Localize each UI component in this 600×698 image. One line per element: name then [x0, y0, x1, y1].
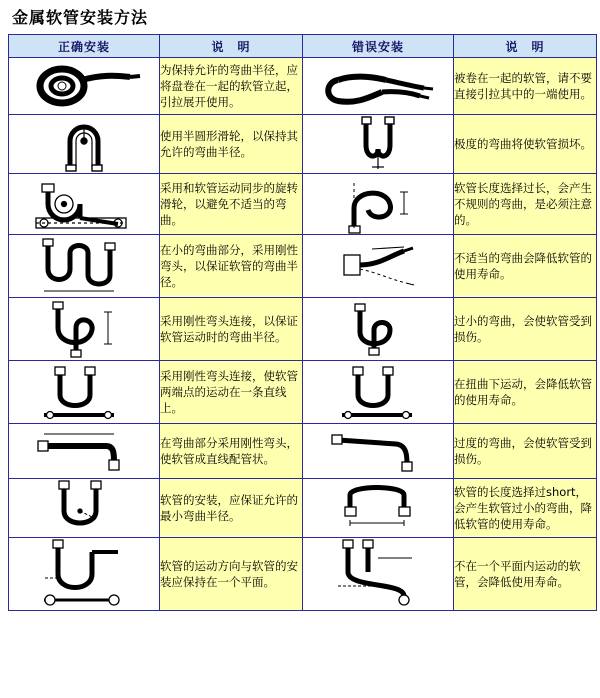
rigid-bend-small-radius-correct-icon	[9, 235, 159, 297]
correct-desc-cell: 在小的弯曲部分，采用刚性弯头，以保证软管的弯曲半径。	[160, 235, 303, 298]
wrong-desc-cell: 软管长度选择过长，会产生不规则的弯曲，是必须注意的。	[454, 174, 597, 235]
correct-figure-cell	[9, 58, 160, 115]
synchronized-rotating-pulley-correct-icon	[9, 174, 159, 234]
table-row	[9, 174, 597, 235]
correct-desc-cell: 为保持允许的弯曲半径，应将盘卷在一起的软管立起，引拉展开使用。	[160, 58, 303, 115]
wrong-desc-cell: 过小的弯曲，会使软管受到损伤。	[454, 298, 597, 361]
correct-figure-cell	[9, 298, 160, 361]
wrong-desc-cell: 不在一个平面内运动的软管，会降低使用寿命。	[454, 538, 597, 611]
table-row	[9, 58, 597, 115]
twisting-motion-wrong-icon	[303, 361, 453, 423]
coiled-hose-standing-correct-icon	[9, 58, 159, 114]
wrong-figure-cell	[303, 115, 454, 174]
table-header	[9, 35, 597, 58]
table-row	[9, 235, 597, 298]
wrong-figure-cell	[303, 424, 454, 479]
too-long-hose-wrong-icon	[303, 174, 453, 234]
correct-desc-cell: 软管的运动方向与软管的安装应保持在一个平面。	[160, 538, 303, 611]
table-row	[9, 361, 597, 424]
correct-desc-cell: 软管的安装，应保证允许的最小弯曲半径。	[160, 479, 303, 538]
wrong-figure-cell	[303, 174, 454, 235]
correct-figure-cell	[9, 174, 160, 235]
wrong-figure-cell	[303, 58, 454, 115]
too-small-bend-wrong-icon	[303, 298, 453, 360]
header-correct-image: 正确安装	[9, 35, 160, 58]
excessive-bend-wrong-icon	[303, 424, 453, 478]
header-wrong-image: 错误安装	[303, 35, 454, 58]
wrong-figure-cell	[303, 538, 454, 611]
out-of-plane-motion-wrong-icon	[303, 538, 453, 610]
header-row	[9, 35, 597, 58]
wrong-figure-cell	[303, 298, 454, 361]
correct-figure-cell	[9, 538, 160, 611]
too-long-length-wrong-icon	[303, 479, 453, 537]
improper-bend-wrong-icon	[303, 235, 453, 297]
table-row	[9, 538, 597, 611]
installation-methods-table	[8, 34, 597, 611]
table-body	[9, 58, 597, 611]
table-row	[9, 424, 597, 479]
wrong-desc-cell: 极度的弯曲将使软管损坏。	[454, 115, 597, 174]
page-title: 金属软管安装方法	[12, 8, 149, 27]
table-row	[9, 115, 597, 174]
header-wrong-desc: 说 明	[454, 35, 597, 58]
correct-desc-cell: 采用刚性弯头连接，使软管两端点的运动在一条直线上。	[160, 361, 303, 424]
correct-figure-cell	[9, 235, 160, 298]
correct-desc-cell: 在弯曲部分采用刚性弯头，使软管成直线配管状。	[160, 424, 303, 479]
wrong-figure-cell	[303, 235, 454, 298]
table-row	[9, 298, 597, 361]
correct-figure-cell	[9, 424, 160, 479]
correct-figure-cell	[9, 115, 160, 174]
wrong-figure-cell	[303, 479, 454, 538]
wrong-desc-cell: 软管的长度选择过short，会产生软管过小的弯曲，降低软管的使用寿命。	[454, 479, 597, 538]
correct-desc-cell: 使用半圆形滑轮，以保持其允许的弯曲半径。	[160, 115, 303, 174]
rigid-elbow-straight-line-correct-icon	[9, 361, 159, 423]
table-row	[9, 479, 597, 538]
straight-pipe-with-elbow-correct-icon	[9, 424, 159, 478]
wrong-figure-cell	[303, 361, 454, 424]
wrong-desc-cell: 不适当的弯曲会降低软管的使用寿命。	[454, 235, 597, 298]
header-correct-desc: 说 明	[160, 35, 303, 58]
semicircular-sheave-correct-icon	[9, 115, 159, 173]
wrong-desc-cell: 被卷在一起的软管，请不要直接引拉其中的一端使用。	[454, 58, 597, 115]
correct-desc-cell: 采用刚性弯头连接，以保证软管运动时的弯曲半径。	[160, 298, 303, 361]
correct-desc-cell: 采用和软管运动同步的旋转滑轮，以避免不适当的弯曲。	[160, 174, 303, 235]
wrong-desc-cell: 过度的弯曲，会使软管受到损伤。	[454, 424, 597, 479]
coiled-hose-pulled-wrong-icon	[303, 58, 453, 114]
sharp-bend-wrong-icon	[303, 115, 453, 173]
wrong-desc-cell: 在扭曲下运动，会降低软管的使用寿命。	[454, 361, 597, 424]
minimum-bend-radius-install-correct-icon	[9, 479, 159, 537]
rigid-elbow-connection-correct-icon	[9, 298, 159, 360]
same-plane-motion-correct-icon	[9, 538, 159, 610]
correct-figure-cell	[9, 361, 160, 424]
correct-figure-cell	[9, 479, 160, 538]
